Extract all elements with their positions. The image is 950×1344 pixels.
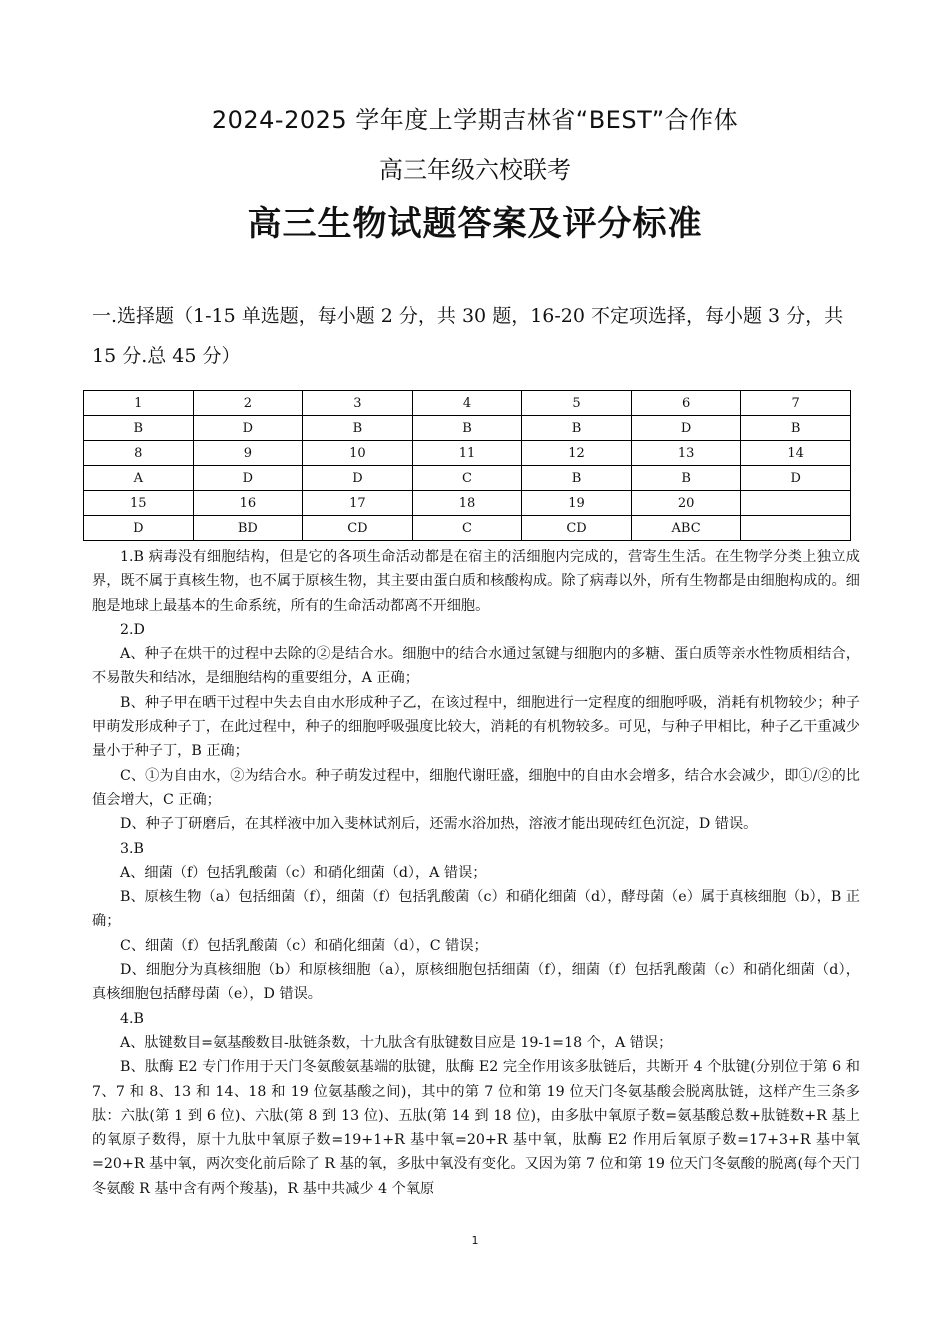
answer-cell: CD (303, 516, 413, 541)
answer-cell: ABC (631, 516, 741, 541)
answer-cell: D (193, 416, 303, 441)
explanation-paragraph: C、①为自由水，②为结合水。种子萌发过程中，细胞代谢旺盛，细胞中的自由水会增多，结合水会减少，即①/②的比值会增大，C 正确； (92, 767, 860, 808)
answer-cell: D (84, 516, 194, 541)
explanation-paragraph: D、细胞分为真核细胞（b）和原核细胞（a），原核细胞包括细菌（f），细菌（f）包括乳酸菌（c）和硝化细菌（d），真核细胞包括酵母菌（e），D 错误。 (92, 962, 860, 1003)
answer-cell: B (631, 466, 741, 491)
answer-row (84, 416, 851, 441)
question-number-cell: 20 (631, 491, 741, 516)
answer-cell: C (412, 516, 522, 541)
question-number-cell: 15 (84, 491, 194, 516)
question-number-cell: 10 (303, 441, 413, 466)
question-number-row (84, 391, 851, 416)
question-number-cell: 5 (522, 391, 632, 416)
title-line-1: 2024-2025 学年度上学期吉林省“BEST”合作体 (211, 106, 739, 134)
explanation-paragraph: A、种子在烘干的过程中去除的②是结合水。细胞中的结合水通过氢键与细胞内的多糖、蛋白质等亲水性物质相结合，不易散失和结冰，是细胞结构的重要组分，A 正确； (92, 646, 860, 687)
answer-cell: BD (193, 516, 303, 541)
question-number-cell: 3 (303, 391, 413, 416)
explanation-paragraph: 1.B 病毒没有细胞结构，但是它的各项生命活动都是在宿主的活细胞内完成的，营寄生生活。在生物学分类上独立成界，既不属于真核生物，也不属于原核生物，其主要由蛋白质和核酸构成。除了病毒以外，所有生物都是由细胞构成的。细胞是地球上最基本的生命系统，所有的生命活动都离不开细胞。 (92, 549, 860, 614)
answer-row (84, 516, 851, 541)
explanation-paragraph: 3.B (120, 840, 144, 857)
page-number: 1 (471, 1234, 479, 1247)
question-number-cell: 8 (84, 441, 194, 466)
explanations (92, 545, 860, 1201)
answer-cell: D (741, 466, 851, 491)
answer-cell: D (193, 466, 303, 491)
explanation-paragraph: D、种子丁研磨后，在其样液中加入斐林试剂后，还需水浴加热，溶液才能出现砖红色沉淀，D 错误。 (120, 816, 758, 833)
title-line-2: 高三年级六校联考 (379, 156, 571, 184)
answer-cell: B (84, 416, 194, 441)
question-number-cell: 7 (741, 391, 851, 416)
explanation-paragraph: C、细菌（f）包括乳酸菌（c）和硝化细菌（d），C 错误； (120, 937, 488, 954)
explanation-paragraph: 2.D (120, 621, 145, 638)
answer-row (84, 466, 851, 491)
answer-cell: C (412, 466, 522, 491)
question-number-cell (741, 491, 851, 516)
answer-cell: A (84, 466, 194, 491)
explanation-paragraph: B、肽酶 E2 专门作用于天门冬氨酸氨基端的肽键，肽酶 E2 完全作用该多肽链后，共断开 4 个肽键(分别位于第 6 和 7、7 和 8、13 和 14、18 和 19 位氨基酸之间)，其中的第 7 位和第 19 位天门冬氨基酸会脱离肽链，这样产生三条多肽：六肽(第 1 到 6 位)、六肽(第 8 到 13 位)、五肽(第 14 到 18 位)，由多肽中氧原子数=氨基酸总数+肽链数+R 基上的氧原子数得，原十九肽中氧原子数=19+1+R 基中氧=20+R 基中氧，肽酶 E2 作用后氧原子数=17+3+R 基中氧=20+R 基中氧，两次变化前后除了 R 基的氧，多肽中氧没有变化。又因为第 7 位和第 19 位天门冬氨酸的脱离(每个天门冬氨酸 R 基中含有两个羧基)，R 基中共减少 4 个氧原 (92, 1059, 860, 1197)
answer-table (83, 390, 851, 541)
question-number-cell: 16 (193, 491, 303, 516)
explanation-paragraph: A、肽键数目=氨基酸数目-肽链条数，十九肽含有肽键数目应是 19-1=18 个，A 错误； (120, 1034, 673, 1051)
answer-cell: B (522, 416, 632, 441)
answer-cell: D (303, 466, 413, 491)
question-number-cell: 6 (631, 391, 741, 416)
question-number-cell: 19 (522, 491, 632, 516)
question-number-cell: 4 (412, 391, 522, 416)
question-number-cell: 9 (193, 441, 303, 466)
question-number-row (84, 441, 851, 466)
main-title: 高三生物试题答案及评分标准 (247, 204, 703, 244)
explanation-paragraph: B、原核生物（a）包括细菌（f），细菌（f）包括乳酸菌（c）和硝化细菌（d），酵母菌（e）属于真核细胞（b），B 正确； (92, 889, 860, 930)
answer-cell (741, 516, 851, 541)
explanation-paragraph: B、种子甲在晒干过程中失去自由水形成种子乙，在该过程中，细胞进行一定程度的细胞呼吸，消耗有机物较少；种子甲萌发形成种子丁，在此过程中，种子的细胞呼吸强度比较大，消耗的有机物较多。可见，与种子甲相比，种子乙干重减少量小于种子丁，B 正确； (92, 694, 860, 760)
answer-cell: B (412, 416, 522, 441)
question-number-cell: 18 (412, 491, 522, 516)
answer-cell: B (522, 466, 632, 491)
question-number-cell: 13 (631, 441, 741, 466)
explanation-paragraph: 4.B (120, 1010, 144, 1027)
answer-cell: CD (522, 516, 632, 541)
answer-cell: B (741, 416, 851, 441)
section-heading: 一.选择题（1-15 单选题，每小题 2 分，共 30 题，16-20 不定项选择，每小题 3 分，共 15 分.总 45 分） (92, 305, 844, 367)
question-number-cell: 12 (522, 441, 632, 466)
question-number-cell: 11 (412, 441, 522, 466)
answer-table-body (84, 391, 851, 541)
question-number-row (84, 491, 851, 516)
answer-cell: B (303, 416, 413, 441)
question-number-cell: 2 (193, 391, 303, 416)
question-number-cell: 17 (303, 491, 413, 516)
question-number-cell: 1 (84, 391, 194, 416)
answer-cell: D (631, 416, 741, 441)
question-number-cell: 14 (741, 441, 851, 466)
explanation-paragraph: A、细菌（f）包括乳酸菌（c）和硝化细菌（d），A 错误； (120, 864, 487, 881)
